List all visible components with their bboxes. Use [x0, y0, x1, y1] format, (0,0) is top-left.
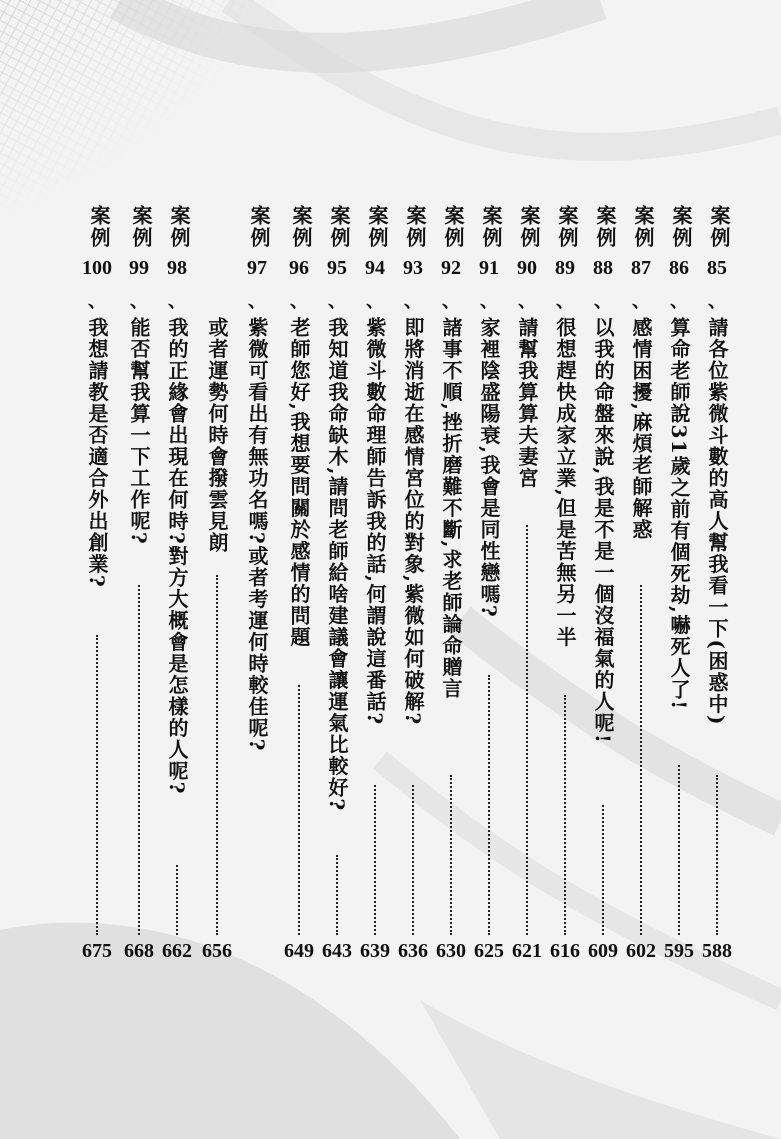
- case-label: 案例: [517, 205, 541, 249]
- toc-entry[interactable]: [472, 205, 506, 975]
- case-title: 家裡陰盛陽衰,我會是同性戀嗎?: [477, 317, 501, 619]
- case-number: 92: [441, 257, 461, 279]
- case-label: 案例: [247, 205, 271, 249]
- page-number: 616: [550, 940, 580, 962]
- case-label: 案例: [327, 205, 351, 249]
- case-label: 案例: [403, 205, 427, 249]
- toc-entry[interactable]: [282, 205, 316, 975]
- separator: 、: [88, 291, 106, 312]
- separator: 、: [632, 291, 650, 312]
- separator: 、: [442, 291, 460, 312]
- toc-entry[interactable]: [396, 205, 430, 975]
- toc-entry[interactable]: [624, 205, 658, 975]
- case-number: 85: [707, 257, 727, 279]
- separator: 、: [130, 291, 148, 312]
- toc-entry[interactable]: [320, 205, 354, 975]
- page-number: 668: [124, 940, 154, 962]
- separator: 、: [328, 291, 346, 312]
- separator: 、: [518, 291, 536, 312]
- dot-leader: [374, 785, 376, 935]
- toc-entry-continuation[interactable]: [200, 205, 234, 975]
- separator: 、: [290, 291, 308, 312]
- toc-entry[interactable]: [700, 205, 734, 975]
- page-number: 588: [702, 940, 732, 962]
- case-number: 90: [517, 257, 537, 279]
- case-label: 案例: [365, 205, 389, 249]
- separator: 、: [708, 291, 726, 312]
- separator: 、: [594, 291, 612, 312]
- toc-entry[interactable]: [434, 205, 468, 975]
- toc-entry[interactable]: [160, 205, 194, 975]
- page-number: 649: [284, 940, 314, 962]
- case-number: 99: [129, 257, 149, 279]
- dot-leader: [336, 855, 338, 935]
- toc-entry[interactable]: [586, 205, 620, 975]
- case-label: 案例: [593, 205, 617, 249]
- dot-leader: [602, 805, 604, 935]
- case-label: 案例: [707, 205, 731, 249]
- case-label: 案例: [167, 205, 191, 249]
- page-number: 630: [436, 940, 466, 962]
- dot-leader: [412, 785, 414, 935]
- page-number: 621: [512, 940, 542, 962]
- case-title: 能否幫我算一下工作呢?: [127, 317, 151, 546]
- toc-entry[interactable]: [510, 205, 544, 975]
- page-number: 609: [588, 940, 618, 962]
- separator: 、: [366, 291, 384, 312]
- page-number: 662: [162, 940, 192, 962]
- dot-leader: [640, 585, 642, 935]
- toc-entry[interactable]: [548, 205, 582, 975]
- case-title: 老師您好,我想要問關於感情的問題: [287, 317, 311, 648]
- dot-leader: [176, 865, 178, 935]
- separator: 、: [556, 291, 574, 312]
- case-title: 即將消逝在感情宮位的對象,紫微如何破解?: [401, 317, 425, 726]
- toc-entry[interactable]: [240, 205, 274, 975]
- dot-leader: [298, 685, 300, 935]
- case-title: 我想請教是否適合外出創業?: [85, 317, 109, 589]
- case-number: 94: [365, 257, 385, 279]
- case-label: 案例: [669, 205, 693, 249]
- toc-entry[interactable]: [662, 205, 696, 975]
- page-number: 625: [474, 940, 504, 962]
- case-title: 我知道我命缺木,請問老師給啥建議會讓運氣比較好?: [325, 317, 349, 812]
- case-number: 97: [247, 257, 267, 279]
- separator: 、: [670, 291, 688, 312]
- case-title-continuation: 或者運勢何時會撥雲見朗: [205, 317, 229, 554]
- case-title: 我的正緣會出現在何時?對方大概會是怎樣的人呢?: [165, 317, 189, 795]
- dot-leader: [138, 585, 140, 935]
- dot-leader: [488, 675, 490, 935]
- page-number: 656: [202, 940, 232, 962]
- toc-entry[interactable]: [80, 205, 114, 975]
- case-title: 請幫我算算夫妻宮: [515, 317, 539, 489]
- case-title: 請各位紫微斗數的高人幫我看一下(困惑中): [705, 317, 729, 726]
- case-number: 98: [167, 257, 187, 279]
- case-label: 案例: [479, 205, 503, 249]
- case-label: 案例: [441, 205, 465, 249]
- case-number: 87: [631, 257, 651, 279]
- case-label: 案例: [129, 205, 153, 249]
- case-label: 案例: [289, 205, 313, 249]
- case-number: 86: [669, 257, 689, 279]
- case-number: 100: [82, 257, 112, 279]
- toc-entry[interactable]: [122, 205, 156, 975]
- case-number: 93: [403, 257, 423, 279]
- separator: 、: [480, 291, 498, 312]
- dot-leader: [564, 695, 566, 935]
- page-number: 643: [322, 940, 352, 962]
- page-number: 595: [664, 940, 694, 962]
- page-number: 636: [398, 940, 428, 962]
- separator: 、: [248, 291, 266, 312]
- dot-leader: [678, 765, 680, 935]
- case-number: 95: [327, 257, 347, 279]
- case-number: 88: [593, 257, 613, 279]
- page-number: 675: [82, 940, 112, 962]
- dot-leader: [526, 525, 528, 935]
- case-title: 感情困擾,麻煩老師解惑: [629, 317, 653, 541]
- page-number: 639: [360, 940, 390, 962]
- dot-leader: [450, 775, 452, 935]
- separator: 、: [404, 291, 422, 312]
- case-number: 91: [479, 257, 499, 279]
- case-label: 案例: [87, 205, 111, 249]
- case-title: 算命老師說31歲之前有個死劫,嚇死人了!: [667, 317, 691, 711]
- case-label: 案例: [555, 205, 579, 249]
- case-title: 很想趕快成家立業,但是苦無另一半: [553, 317, 577, 648]
- case-title: 以我的命盤來說,我是不是一個沒福氣的人呢!: [591, 317, 615, 745]
- case-title: 諸事不順,挫折磨難不斷,求老師論命贈言: [439, 317, 463, 700]
- page-number: 602: [626, 940, 656, 962]
- dot-leader: [716, 775, 718, 935]
- case-number: 89: [555, 257, 575, 279]
- case-title: 紫微斗數命理師告訴我的話,何謂說這番話?: [363, 317, 387, 726]
- toc-entry[interactable]: [358, 205, 392, 975]
- separator: 、: [168, 291, 186, 312]
- dot-leader: [216, 575, 218, 935]
- case-label: 案例: [631, 205, 655, 249]
- dot-leader: [96, 635, 98, 935]
- case-title: 紫微可看出有無功名嗎?或者考運何時較佳呢?: [245, 317, 269, 752]
- case-number: 96: [289, 257, 309, 279]
